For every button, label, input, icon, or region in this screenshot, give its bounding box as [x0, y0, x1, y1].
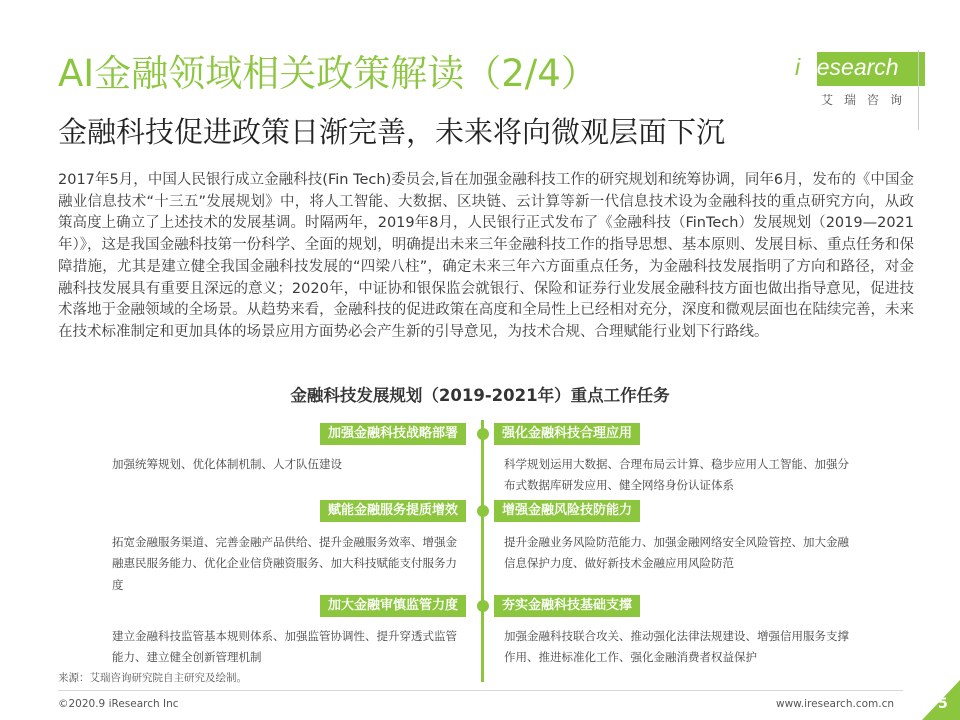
task-tag-risk: 增强金融风险技防能力	[494, 500, 640, 522]
task-desc-foundation: 加强金融科技联合攻关、推动强化法律法规建设、增强信用服务支撑作用、推进标准化工作、强化金融消费者权益保护	[504, 629, 849, 665]
page-number: 5	[938, 696, 948, 712]
task-desc-strategy: 加强统筹规划、优化体制机制、人才队伍建设	[112, 457, 342, 471]
header-divider	[918, 50, 919, 130]
timeline-axis	[481, 420, 484, 682]
task-tag-foundation: 夯实金融科技基础支撑	[494, 595, 640, 617]
task-desc-regulation: 建立金融科技监管基本规则体系、加强监管协调性、提升穿透式监管能力、建立健全创新管理机制	[112, 629, 457, 665]
task-desc-service: 拓宽金融服务渠道、完善金融产品供给、提升金融服务效率、增强金融惠民服务能力、优化企业信贷融资服务、加大科技赋能支付服务力度	[112, 535, 457, 592]
footer-divider	[58, 690, 903, 691]
copyright-text: ©2020.9 iResearch Inc	[58, 698, 179, 710]
task-tag-regulation: 加大金融审慎监管力度	[320, 595, 466, 617]
task-desc-risk: 提升金融业务风险防范能力、加强金融网络安全风险管控、加大金融信息保护力度、做好新技术金融应用风险防范	[504, 535, 849, 571]
page-subtitle: 金融科技促进政策日渐完善，未来将向微观层面下沉	[58, 115, 726, 149]
task-tag-application: 强化金融科技合理应用	[494, 423, 640, 445]
task-desc-application: 科学规划运用大数据、合理布局云计算、稳步应用人工智能、加强分布式数据库研发应用、健全网络身份认证体系	[504, 457, 849, 493]
logo-wordmark: iResearch	[795, 54, 899, 80]
timeline-dot	[477, 600, 489, 612]
source-note: 来源：艾瑞咨询研究院自主研究及绘制。	[58, 672, 247, 684]
timeline-dot	[477, 505, 489, 517]
task-tag-strategy: 加强金融科技战略部署	[320, 423, 466, 445]
logo-subtitle: 艾瑞咨询	[821, 93, 914, 107]
timeline-title: 金融科技发展规划（2019-2021年）重点工作任务	[290, 386, 670, 405]
page-title: AI金融领域相关政策解读（2/4）	[58, 52, 598, 95]
website-link[interactable]: www.iresearch.com.cn	[776, 698, 895, 710]
timeline-dot	[477, 428, 489, 440]
iresearch-logo	[795, 50, 925, 110]
task-tag-service: 赋能金融服务提质增效	[320, 500, 466, 522]
body-paragraph: 2017年5月，中国人民银行成立金融科技(Fin Tech)委员会,旨在加强金融科技工作的研究规划和统筹协调，同年6月，发布的《中国金融业信息技术“十三五”发展规划》中，将人工智能、大数据、区块链、云计算等新一代信息技术设为金融科技的重点研究方向，从政策高度上确立了上述技术的发展基调。时隔两年，2019年8月，人民银行正式发布了《金融科技（FinTech）发展规划（2019—2021年）》，这是我国金融科技第一份科学、全面的规划，明确提出未来三年金融科技工作的指导思想、基本原则、发展目标、重点任务和保障措施，尤其是建立健全我国金融科技发展的“四梁八柱”，确定未来三年六方面重点任务，为金融科技发展指明了方向和路径，对金融科技发展具有重要且深远的意义；2020年，中证协和银保监会就银行、保险和证券行业发展金融科技方面也做出指导意见，促进技术落地于金融领域的全场景。从趋势来看，金融科技的促进政策在高度和全局性上已经相对充分，深度和微观层面也在陆续完善，未来在技术标准制定和更加具体的场景应用方面势必会产生新的引导意见，为技术合规、合理赋能行业划下行路线。	[58, 172, 914, 340]
